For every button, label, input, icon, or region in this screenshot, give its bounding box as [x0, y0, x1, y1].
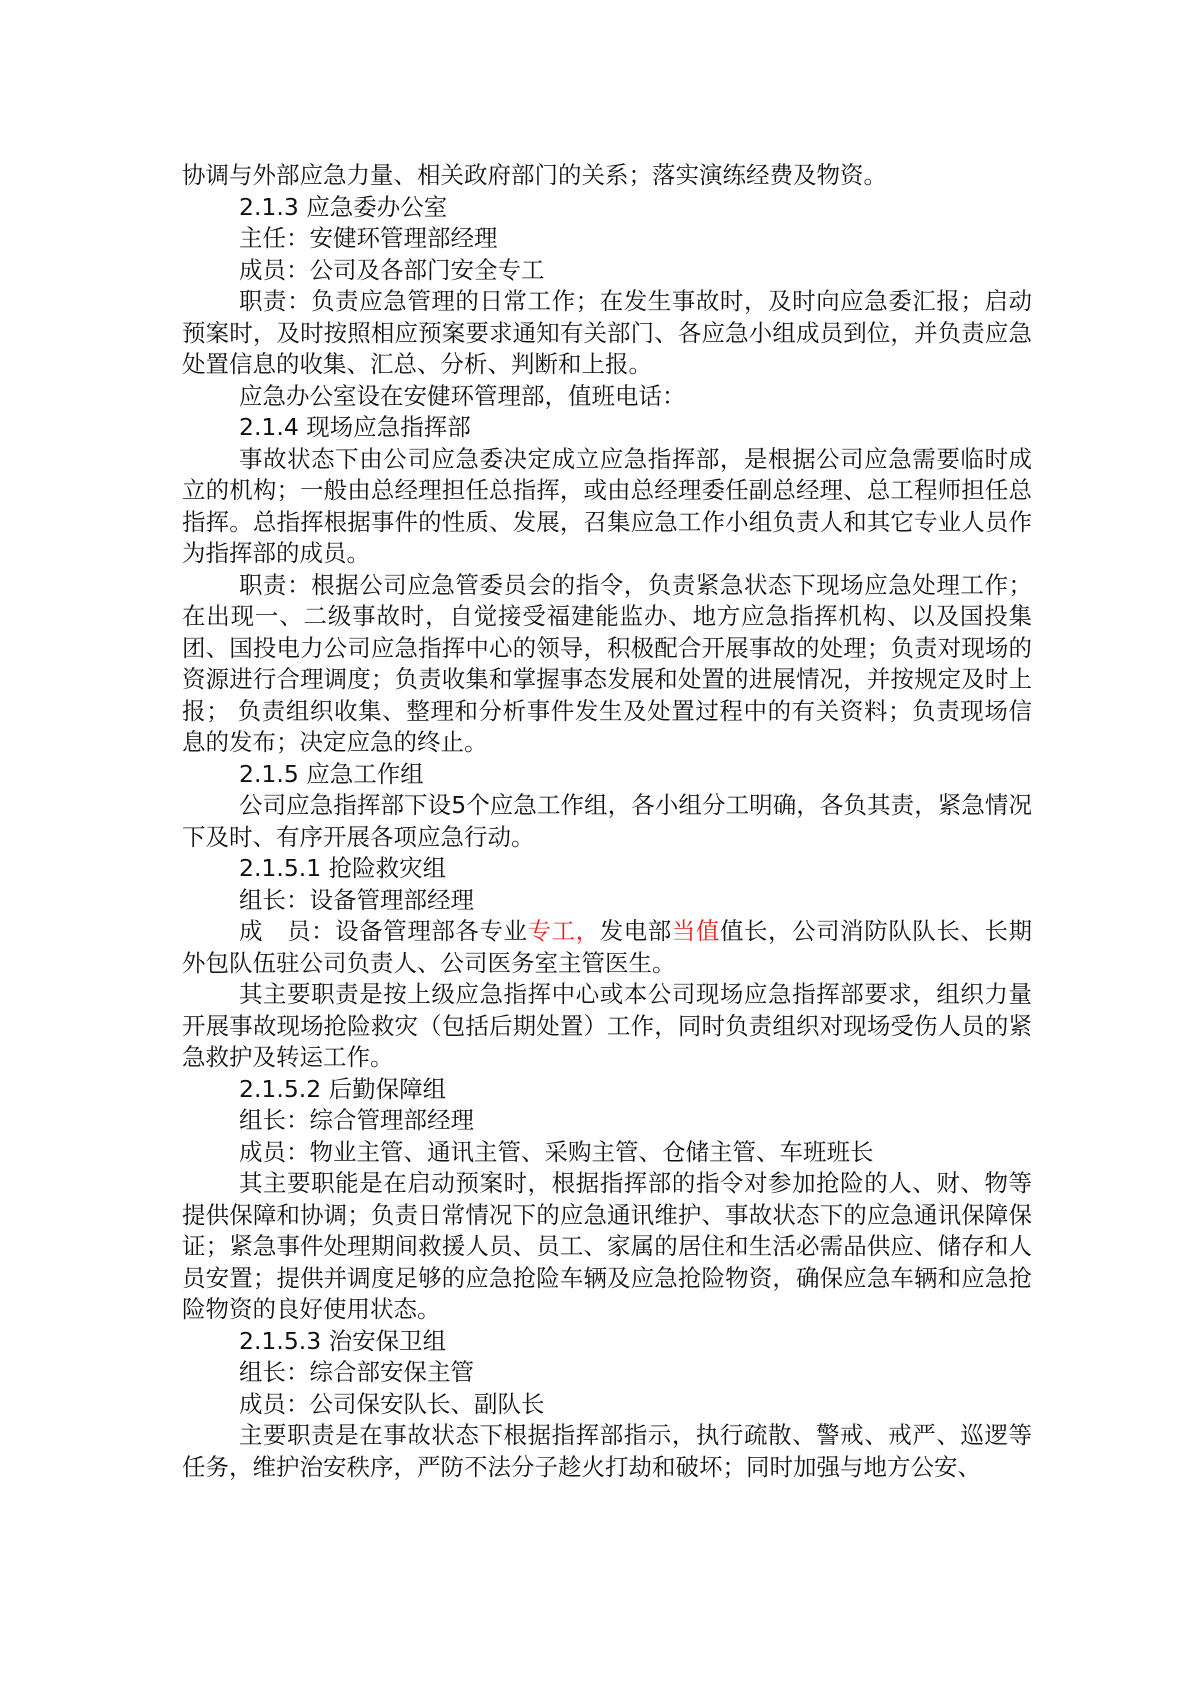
paragraph-members: 成员：公司及各部门安全专工: [239, 255, 545, 284]
paragraph-security-duties: 主要职责是在事故状态下根据指挥部指示，执行疏散、警戒、戒严、巡逻等任务，维护治安秩序，严防不法分子趁火打劫和破坏；同时加强与地方公安、: [182, 1421, 1032, 1481]
paragraph-rescue-members: [182, 916, 1032, 979]
paragraph-duties: 职责：负责应急管理的日常工作；在发生事故时，及时向应急委汇报；启动预案时，及时按照相应预案要求通知有关部门、各应急小组成员到位，并负责应急处置信息的收集、汇总、分析、判断和上报。: [182, 287, 1032, 378]
heading-2-1-5-3: 2.1.5.3 治安保卫组: [239, 1326, 447, 1355]
heading-2-1-3: 2.1.3 应急委办公室: [239, 192, 448, 221]
highlight-specialist: 专工，: [527, 917, 600, 945]
heading-2-1-5-1: 2.1.5.1 抢险救灾组: [239, 854, 447, 882]
highlight-on-duty: 当值: [671, 917, 720, 945]
paragraph-command-setup: 事故状态下由公司应急委决定成立应急指挥部，是根据公司应急需要临时成立的机构；一般由总经理担任总指挥，或由总经理委任副总经理、总工程师担任总指挥。总指挥根据事件的性质、发展，召集应急工作小组负责人和其它专业人员作为指挥部的成员。: [182, 444, 1032, 567]
paragraph-coordination: 协调与外部应急力量、相关政府部门的关系；落实演练经费及物资。: [182, 161, 887, 189]
paragraph-logistics-leader: 组长：综合管理部经理: [239, 1106, 474, 1134]
heading-2-1-4: 2.1.4 现场应急指挥部: [239, 413, 471, 441]
paragraph-command-duties: 职责：根据公司应急管委员会的指令，负责紧急状态下现场应急处理工作；在出现一、二级事故时，自觉接受福建能监办、地方应急指挥机构、以及国投集团、国投电力公司应急指挥中心的领导，积极配合开展事故的处理；负责对现场的资源进行合理调度；负责收集和掌握事态发展和处置的进展情况，并按规定及时上报； 负责组织收集、整理和分析事件发生及处置过程中的有关资料；负责现场信息的发布；决定应急的终止。: [182, 570, 1032, 756]
paragraph-duty-phone: 应急办公室设在安健环管理部，值班电话：: [239, 381, 686, 410]
paragraph-logistics-members: 成员：物业主管、通讯主管、采购主管、仓储主管、车班班长: [239, 1137, 874, 1166]
paragraph-logistics-duties: 其主要职能是在启动预案时，根据指挥部的指令对参加抢险的人、财、物等提供保障和协调；负责日常情况下的应急通讯维护、事故状态下的应急通讯保障保证；紧急事件处理期间救援人员、员工、家属的居住和生活必需品供应、储存和人员安置；提供并调度足够的应急抢险车辆及应急抢险物资，确保应急车辆和应急抢险物资的良好使用状态。: [182, 1169, 1032, 1323]
rescue-members-text-3: 值长，公司消防队队长、长期外包队伍驻公司负责人、公司医务室主管医生。: [182, 917, 1032, 977]
document-body: [182, 160, 1032, 1483]
paragraph-rescue-leader: 组长：设备管理部经理: [239, 885, 474, 914]
rescue-members-text-2: 发电部: [599, 917, 672, 945]
heading-2-1-5-2: 2.1.5.2 后勤保障组: [239, 1074, 447, 1103]
paragraph-rescue-duties: 其主要职责是按上级应急指挥中心或本公司现场应急指挥部要求，组织力量开展事故现场抢险救灾（包括后期处置）工作，同时负责组织对现场受伤人员的紧急救护及转运工作。: [182, 980, 1032, 1071]
paragraph-director: 主任：安健环管理部经理: [239, 224, 498, 252]
rescue-members-text-1: 成 员：设备管理部各专业: [239, 917, 528, 945]
paragraph-security-members: 成员：公司保安队长、副队长: [239, 1389, 545, 1418]
paragraph-security-leader: 组长：综合部安保主管: [239, 1358, 474, 1386]
paragraph-work-groups: 公司应急指挥部下设5个应急工作组，各小组分工明确，各负其责，紧急情况下及时、有序开展各项应急行动。: [182, 791, 1032, 851]
heading-2-1-5: 2.1.5 应急工作组: [239, 759, 424, 788]
